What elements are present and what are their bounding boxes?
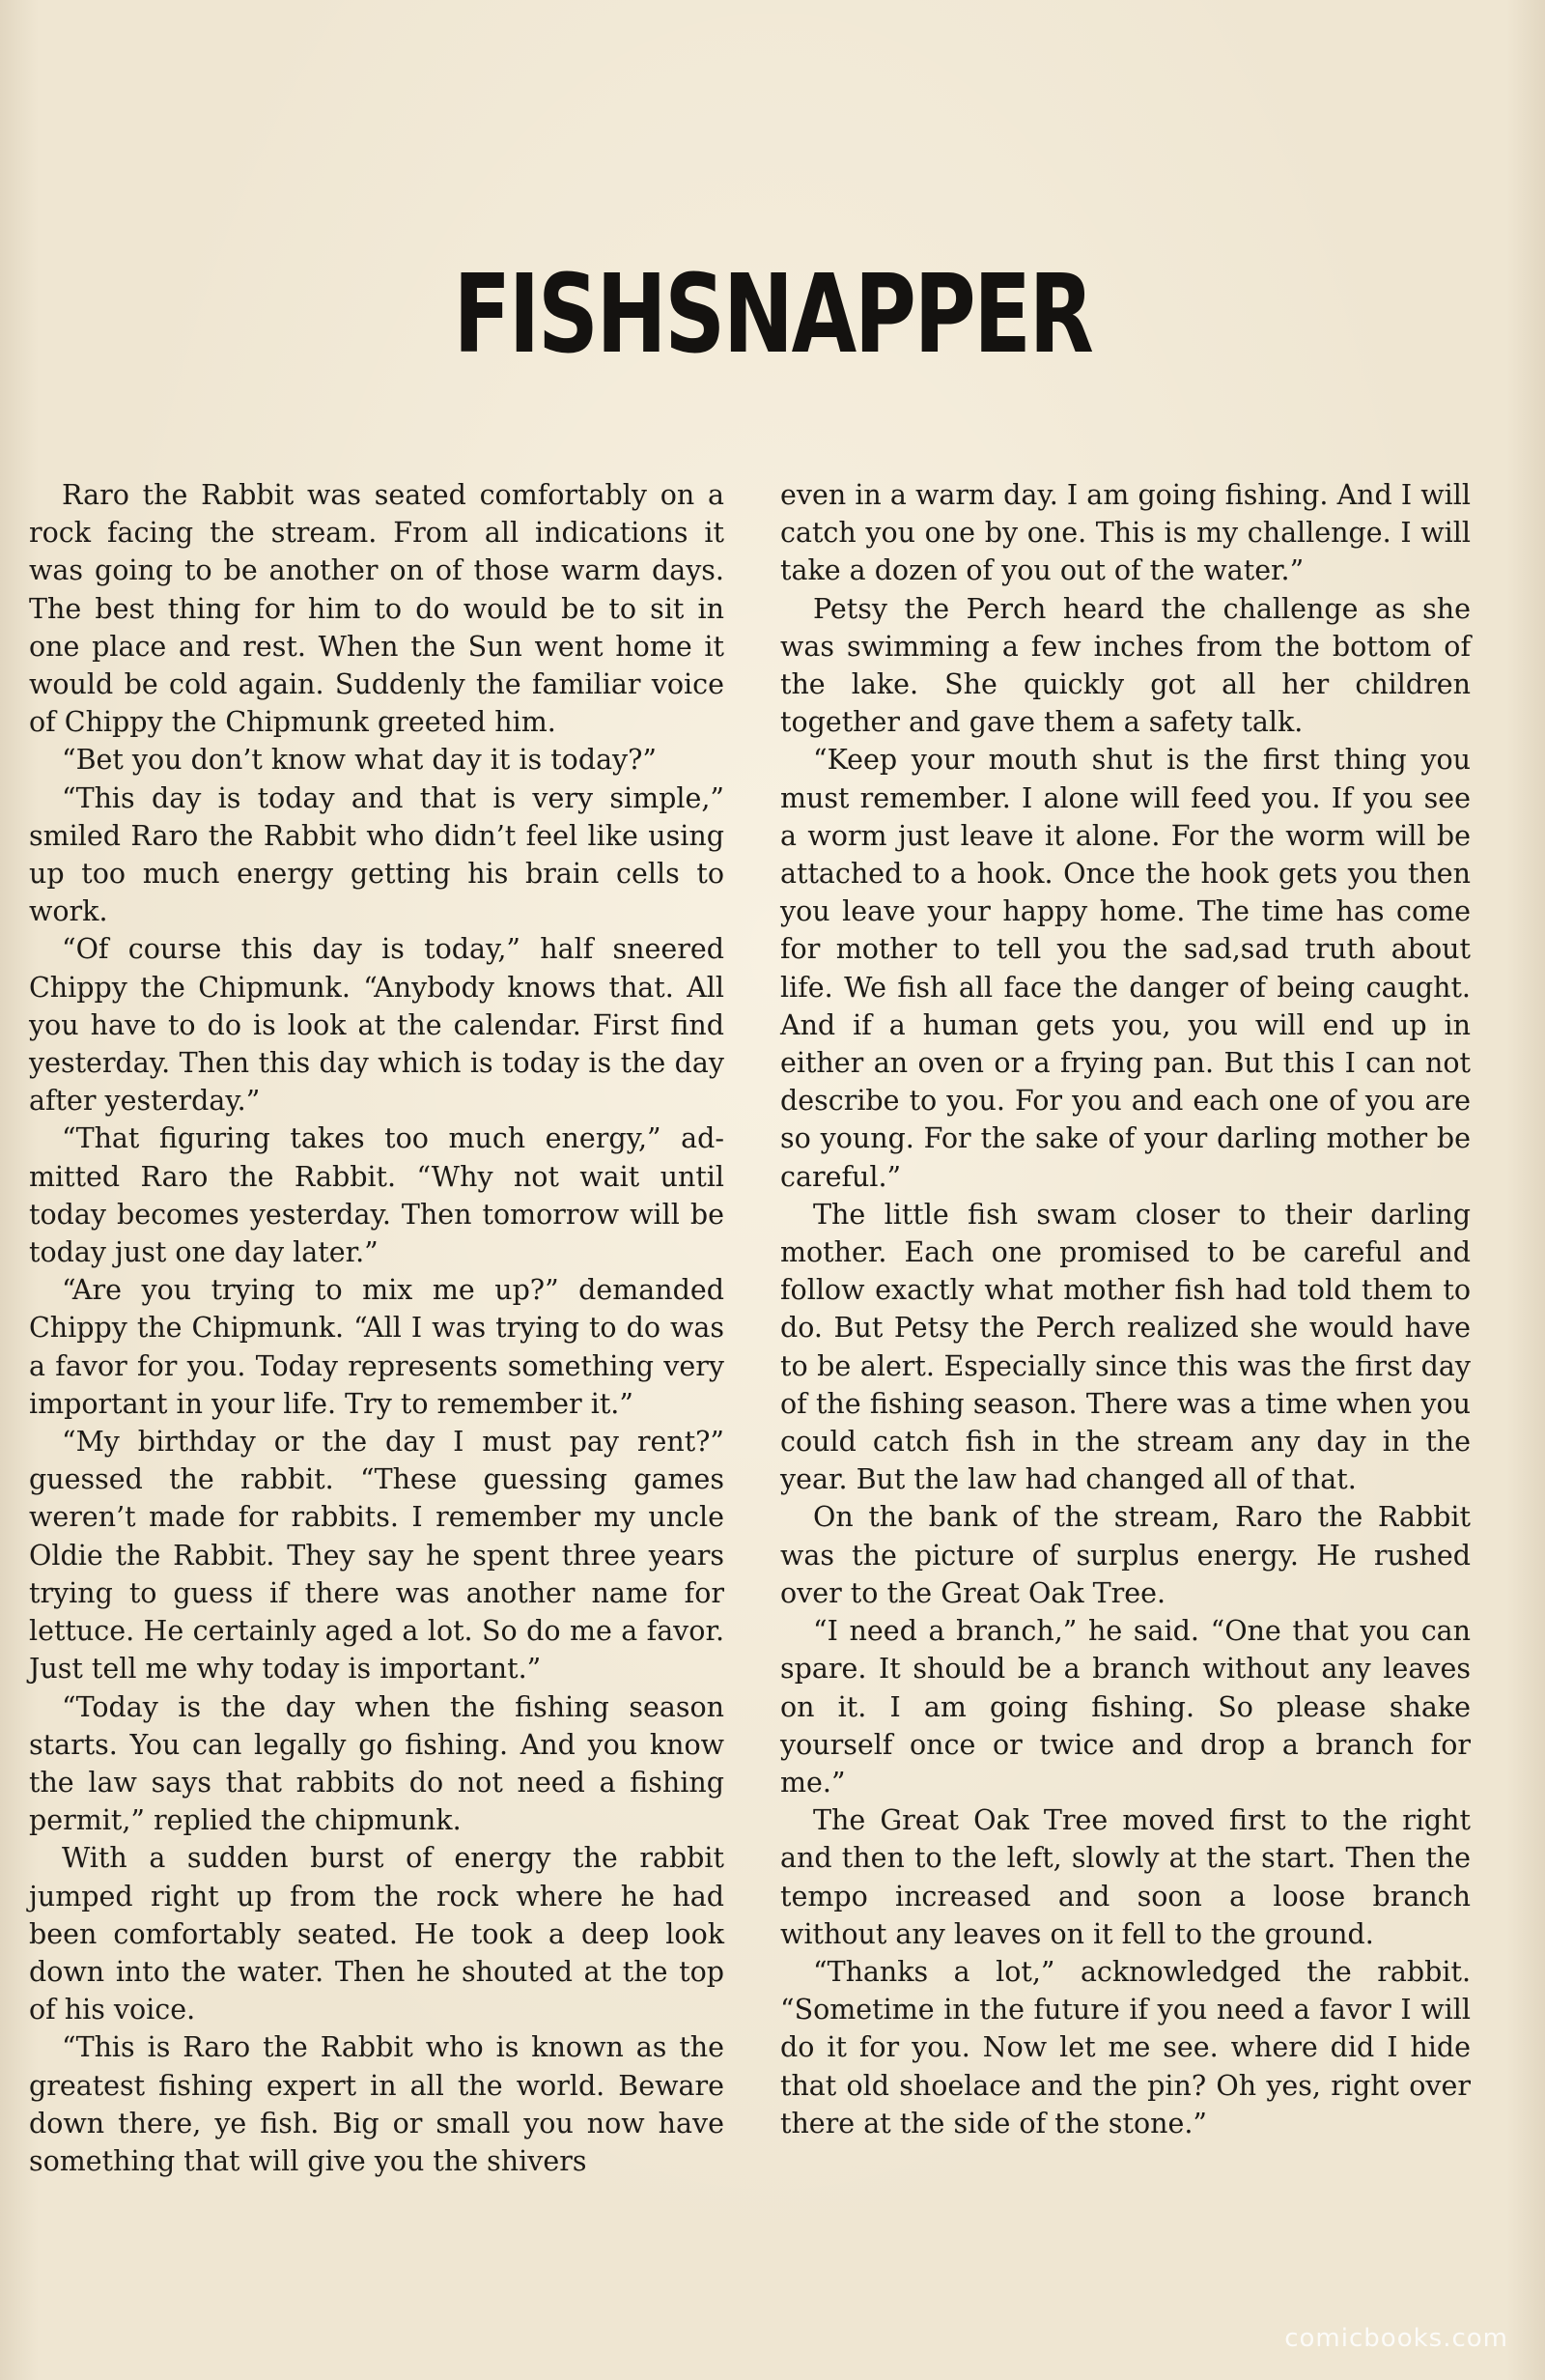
paragraph: “Today is the day when the fishing season starts. You can legally go fishing. And you know the law says that rabbits do not need a fishing permit,” replied the chipmunk. (29, 1690, 724, 1837)
paragraph: “Bet you don’t know what day it is today?” (62, 744, 658, 777)
paragraph: The little fish swam closer to their darling mother. Each one promised to be careful and follow exactly what mother fish had told them to do. But Petsy the Perch realized she would have to be alert. Especially since this was the first day of the fishing season. There was a time when you could catch fish in the stream any day in the year. But the law had changed all of that. (780, 1198, 1471, 1496)
paragraph: “Of course this day is today,” half sneered Chippy the Chipmunk. “Anybody knows that. All you have to do is look at the calendar. First find yesterday. Then this day which is today is the day after yesterday.” (29, 933, 724, 1118)
story-title: FISHSNAPPER (453, 252, 1092, 378)
paragraph: The Great Oak Tree moved first to the right and then to the left, slowly at the start. Then the tempo increased and soon a loose branch without any leaves on it fell to the ground. (780, 1804, 1471, 1950)
left-column (29, 476, 724, 2180)
paragraph: “That figuring takes too much energy,” admitted Raro the Rabbit. “Why not wait until today becomes yesterday. Then tomorrow will be today just one day later.” (29, 1122, 724, 1269)
paragraph: “This is Raro the Rabbit who is known as the greatest fishing expert in all the world. Beware down there, ye fish. Big or small you now have something that will give you the shivers (29, 2031, 724, 2177)
paragraph: “My birthday or the day I must pay rent?” guessed the rabbit. “These guessing games weren’t made for rabbits. I remember my uncle Oldie the Rabbit. They say he spent three years trying to guess if there was another name for lettuce. He certainly aged a lot. So do me a favor. Just tell me why today is important.” (29, 1426, 724, 1686)
paragraph: “Thanks a lot,” acknowledged the rabbit. “Sometime in the future if you need a favor I will do it for you. Now let me see. where did I hide that old shoelace and the pin? Oh yes, right over there at the side of the stone.” (780, 1955, 1471, 2139)
paragraph: even in a warm day. I am going fishing. And I will catch you one by one. This is my challenge. I will take a dozen of you out of the water.” (780, 479, 1471, 587)
right-column (780, 476, 1471, 2142)
paragraph: Raro the Rabbit was seated comfortably on a rock facing the stream. From all indications it was going to be another on of those warm days. The best thing for him to do would be to sit in one place and rest. When the Sun went home it would be cold again. Suddenly the familiar voice of Chippy the Chipmunk greeted him. (29, 479, 724, 739)
paragraph: “Keep your mouth shut is the first thing you must remember. I alone will feed you. If you see a worm just leave it alone. For the worm will be attached to a hook. Once the hook gets you then you leave your happy home. The time has come for mother to tell you the sad,sad truth about life. We fish all face the danger of being caught. And if a human gets you, you will end up in either an oven or a frying pan. But this I can not describe to you. For you and each one of you are so young. For the sake of your darling mother be careful.” (780, 744, 1471, 1193)
paragraph: “Are you trying to mix me up?” demanded Chippy the Chipmunk. “All I was trying to do was a favor for you. Today represents something very important in your life. Try to remember it.” (29, 1274, 724, 1420)
paragraph: With a sudden burst of energy the rabbit jumped right up from the rock where he had been comfortably seated. He took a deep look down into the water. Then he shouted at the top of his voice. (29, 1842, 724, 2026)
source-watermark: comicbooks.com (1284, 2324, 1508, 2353)
paragraph: “I need a branch,” he said. “One that you can spare. It should be a branch without any leaves on it. I am going fishing. So please shake yourself once or twice and drop a branch for me.” (780, 1615, 1471, 1799)
paragraph: Petsy the Perch heard the challenge as she was swimming a few inches from the bottom of the lake. She quickly got all her children together and gave them a safety talk. (780, 592, 1471, 739)
paragraph: “This day is today and that is very simple,” smiled Raro the Rabbit who didn’t feel like using up too much energy getting his brain cells to work. (29, 781, 724, 928)
paragraph: On the bank of the stream, Raro the Rabbit was the picture of surplus energy. He rushed over to the Great Oak Tree. (780, 1501, 1471, 1609)
